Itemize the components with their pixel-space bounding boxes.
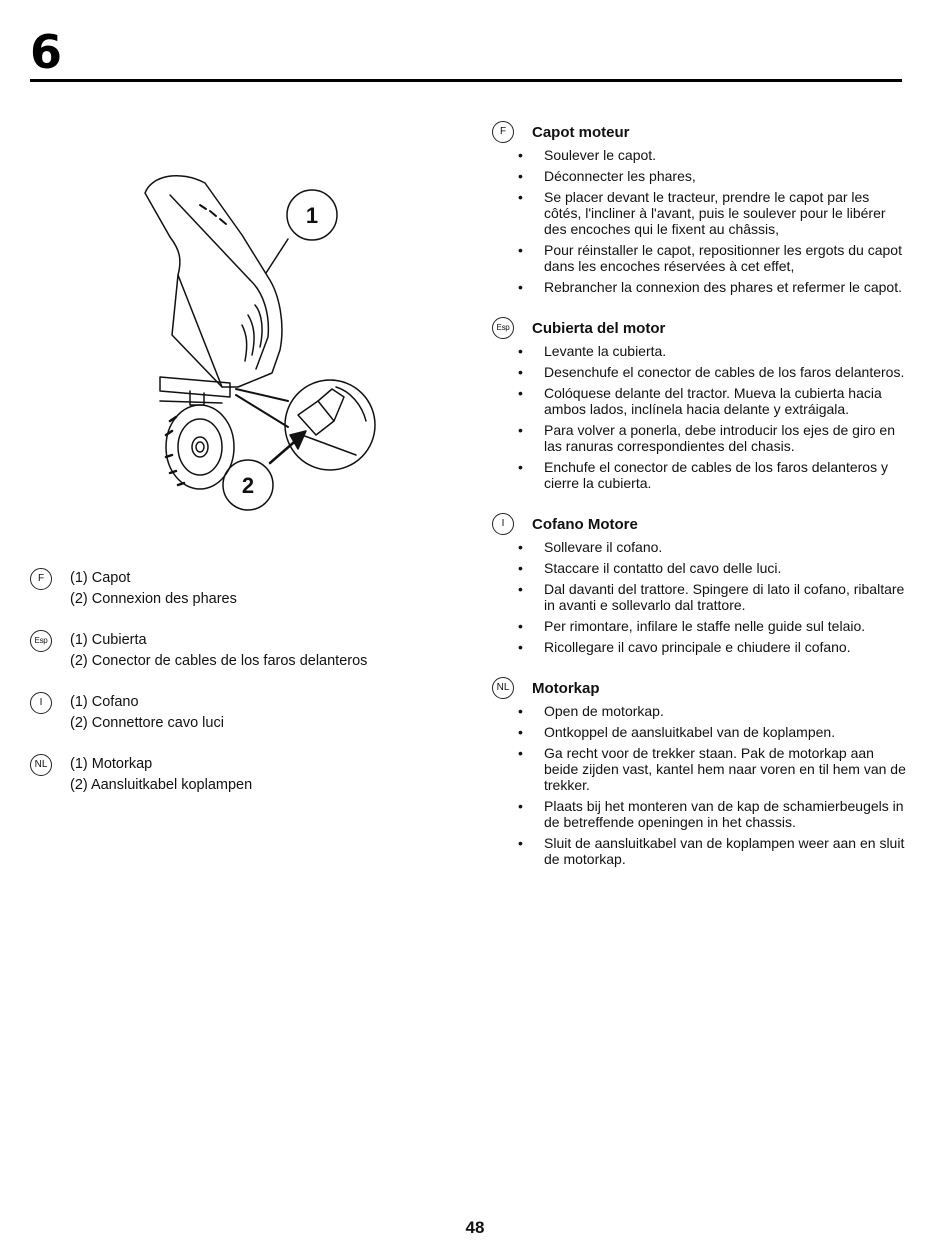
step-item: • Ga recht voor de trekker staan. Pak de motorkap aan beide zijden vast, kantel hem naar voren en til hem van de trekker. [492, 745, 907, 793]
legend-group-it [30, 692, 450, 734]
step-item: • Ricollegare il cavo principale e chiudere il cofano. [492, 639, 907, 655]
step-list [492, 539, 907, 655]
section-title: Motorkap [532, 679, 600, 697]
legend-item: (2) Aansluitkabel koplampen [70, 777, 253, 793]
header-rule [30, 79, 902, 82]
section-title: Capot moteur [532, 123, 630, 141]
step-item: • Rebrancher la connexion des phares et refermer le capot. [492, 279, 907, 295]
step-item: • Déconnecter les phares, [492, 168, 907, 184]
instructions-column [492, 119, 907, 887]
section-title: Cubierta del motor [532, 319, 666, 337]
section-heading [492, 511, 907, 537]
language-badge-nl: NL [492, 677, 514, 699]
callout-2: 2 [241, 473, 255, 498]
legend-item: (1) Capot [70, 570, 131, 586]
step-item: • Staccare il contatto del cavo delle luci. [492, 560, 907, 576]
section-es [492, 315, 907, 491]
step-item: • Se placer devant le tracteur, prendre le capot par les côtés, l'incliner à l'avant, puis le soulever pour le libérer des encoches qui le fixent au châssis, [492, 189, 907, 237]
legend-item: (2) Connettore cavo luci [70, 715, 224, 731]
language-badge-nl: NL [30, 754, 52, 776]
language-badge-it: I [30, 692, 52, 714]
language-badge-es: Esp [492, 317, 514, 339]
page-number: 48 [465, 1218, 485, 1237]
parts-legend [30, 568, 450, 816]
step-item: • Ontkoppel de aansluitkabel van de koplampen. [492, 724, 907, 740]
step-item: • Enchufe el conector de cables de los faros delanteros y cierre la cubierta. [492, 459, 907, 491]
chapter-number: 6 [30, 25, 63, 79]
callout-1: 1 [305, 203, 319, 228]
hood-removal-illustration [130, 165, 390, 525]
section-title: Cofano Motore [532, 515, 638, 533]
step-item: • Plaats bij het monteren van de kap de schamierbeugels in de betreffende openingen in het chassis. [492, 798, 907, 830]
legend-group-nl [30, 754, 450, 796]
language-badge-es: Esp [30, 630, 52, 652]
step-item: • Sluit de aansluitkabel van de koplampen weer aan en sluit de motorkap. [492, 835, 907, 867]
step-list [492, 147, 907, 295]
step-item: • Colóquese delante del tractor. Mueva la cubierta hacia ambos lados, inclínela hacia delante y extráigala. [492, 385, 907, 417]
section-heading [492, 675, 907, 701]
step-item: • Open de motorkap. [492, 703, 907, 719]
legend-item: (2) Connexion des phares [70, 591, 237, 607]
step-list [492, 703, 907, 867]
legend-item: (2) Conector de cables de los faros delanteros [70, 653, 368, 669]
language-badge-it: I [492, 513, 514, 535]
section-it [492, 511, 907, 655]
step-item: • Desenchufe el conector de cables de los faros delanteros. [492, 364, 907, 380]
section-heading [492, 315, 907, 341]
step-item: • Dal davanti del trattore. Spingere di lato il cofano, ribaltare in avanti e sollevarlo dal trattore. [492, 581, 907, 613]
legend-item: (1) Motorkap [70, 756, 153, 772]
section-nl [492, 675, 907, 867]
step-list [492, 343, 907, 491]
legend-group-fr [30, 568, 450, 610]
step-item: • Levante la cubierta. [492, 343, 907, 359]
legend-item: (1) Cubierta [70, 632, 147, 648]
step-item: • Para volver a ponerla, debe introducir los ejes de giro en las ranuras correspondientes del chasis. [492, 422, 907, 454]
step-item: • Sollevare il cofano. [492, 539, 907, 555]
language-badge-fr: F [30, 568, 52, 590]
section-heading [492, 119, 907, 145]
section-fr [492, 119, 907, 295]
hood-drawing [130, 165, 390, 525]
legend-item: (1) Cofano [70, 694, 139, 710]
step-item: • Per rimontare, infilare le staffe nelle guide sul telaio. [492, 618, 907, 634]
step-item: • Soulever le capot. [492, 147, 907, 163]
step-item: • Pour réinstaller le capot, repositionner les ergots du capot dans les encoches réservées à cet effet, [492, 242, 907, 274]
legend-group-es [30, 630, 450, 672]
language-badge-fr: F [492, 121, 514, 143]
